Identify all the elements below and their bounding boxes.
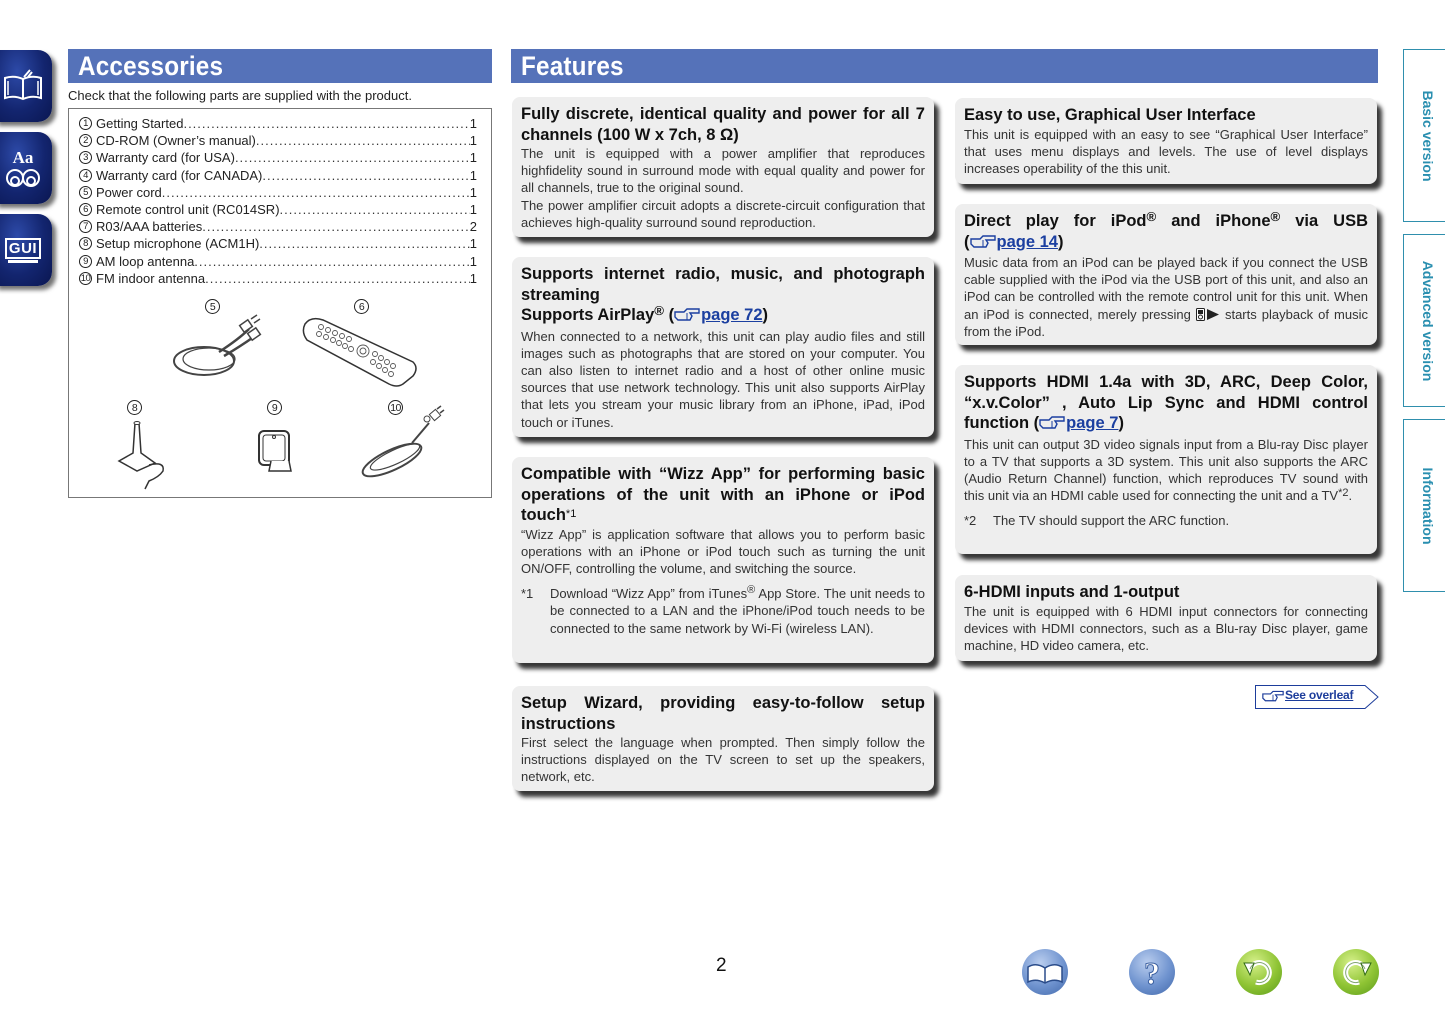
feature-body: Music data from an iPod can be played back if you connect the USB cable supplied with the iPod via the USB port of this unit, and also an iPod can be controlled with the remote control unit for this unit. When an iPod is connected, merely pressing starts playback of music from the iPod. xyxy=(964,255,1368,339)
binoculars-icon xyxy=(5,166,41,188)
feature-title: Setup Wizard, providing easy-to-follow setup instructions xyxy=(521,694,925,733)
paren-open: ( xyxy=(668,306,675,324)
features-title: Features xyxy=(511,49,1378,83)
feature-card-setup-wizard xyxy=(512,686,934,791)
help-button[interactable] xyxy=(1129,949,1175,995)
footnote-text: Download “Wizz App” from iTunes® App Store. The unit needs to be connected to a LAN and the iPhone/iPod touch needs to be connected to the same network by Wi-Fi (wireless LAN). xyxy=(550,584,926,636)
feature-body: This unit is equipped with an easy to see “Graphical User Interface” that uses menu displays and levels. The use of level displays increases operability of the this unit. xyxy=(964,126,1368,176)
accessory-item xyxy=(79,184,477,201)
feature-card-streaming xyxy=(512,257,934,437)
see-overleaf-button[interactable] xyxy=(1255,685,1379,709)
tab-information[interactable] xyxy=(1403,419,1445,592)
dot-leader xyxy=(202,218,470,235)
dot-leader xyxy=(259,235,469,252)
item-name: FM indoor antenna xyxy=(96,270,206,286)
item-number: 6 xyxy=(79,203,92,216)
fm-indoor-antenna-illustration xyxy=(357,405,447,480)
item-quantity: 2 xyxy=(469,219,477,235)
registered-mark: ® xyxy=(654,303,664,318)
footnote-ref: *1 xyxy=(565,508,577,520)
feature-body: The unit is equipped with a power amplifier that reproduces highfidelity sound in surround mode with equal quality and power for all channels, true to the original sound. xyxy=(521,146,925,196)
pointing-hand-icon xyxy=(1262,690,1284,708)
ipod-play-icon xyxy=(1196,308,1220,321)
feature-link-line: ( page 14) xyxy=(964,232,1368,255)
accessories-list xyxy=(79,115,477,287)
accessory-item xyxy=(79,270,477,287)
feature-title xyxy=(521,464,925,526)
feature-card-wizz-app xyxy=(512,457,934,663)
item-quantity: 1 xyxy=(469,253,477,269)
page-7-link[interactable]: page 7 xyxy=(1066,414,1119,432)
am-loop-antenna-illustration xyxy=(255,427,300,475)
feature-body: This unit can output 3D video signals input from a Blu-ray Disc player to a TV that supports a 3D system. This unit also supports the ARC (Audio Return Channel) function, which reproduces TV sound with this unit via an HDMI cable used for connecting the unit and a TV$^{*2}$. xyxy=(964,436,1368,504)
feature-body: “Wizz App” is application software that allows you to perform basic operations with an iPhone or iPod touch such as turning the unit ON/OFF, controlling the volume, and switching the source. xyxy=(521,526,925,576)
registered-mark: ® xyxy=(1270,209,1281,224)
registered-mark: ® xyxy=(1146,209,1157,224)
dot-leader xyxy=(256,132,470,149)
manual-tab-button[interactable] xyxy=(0,50,52,122)
feature-card-discrete-power xyxy=(512,97,934,237)
feature-title: 6-HDMI inputs and 1-output xyxy=(964,583,1180,601)
item-name: Warranty card (for CANADA) xyxy=(96,167,263,183)
tab-basic-version[interactable] xyxy=(1403,49,1445,222)
accessories-box xyxy=(68,108,492,498)
page-number: 2 xyxy=(716,955,727,976)
accessory-item xyxy=(79,132,477,149)
item-name: AM loop antenna xyxy=(96,253,195,269)
feature-card-gui xyxy=(955,98,1377,184)
pointing-hand-icon xyxy=(674,307,700,328)
gui-monitor-base xyxy=(8,260,38,263)
feature-title: Fully discrete, identical quality and power for all 7 channels (100 W x 7ch, 8 Ω) xyxy=(521,105,925,144)
dot-leader xyxy=(205,270,470,287)
svg-text:?: ? xyxy=(1144,955,1160,991)
feature-card-ipod-usb xyxy=(955,204,1377,345)
item-name: CD-ROM (Owner’s manual) xyxy=(96,133,256,149)
accessory-item xyxy=(79,149,477,166)
text-glossary-icon xyxy=(5,149,41,188)
book-icon xyxy=(1022,949,1068,995)
setup-microphone-illustration xyxy=(115,417,175,492)
item-name: Warranty card (for USA) xyxy=(96,150,235,166)
footnote-text: The TV should support the ARC function. xyxy=(993,513,1230,529)
accessory-item xyxy=(79,218,477,235)
back-icon xyxy=(1236,949,1282,995)
item-number: 2 xyxy=(79,134,92,147)
item-number: 1 xyxy=(79,117,92,130)
help-icon xyxy=(1129,949,1175,995)
contents-button[interactable] xyxy=(1022,949,1068,995)
tab-label: Advanced version xyxy=(1419,260,1436,381)
feature-title: Direct play for iPod® and iPhone® via USB xyxy=(964,209,1368,230)
airplay-label: Supports AirPlay xyxy=(521,306,655,324)
figure-label-5: 5 xyxy=(205,299,220,314)
pointing-hand-icon xyxy=(970,234,996,255)
feature-body: The unit is equipped with 6 HDMI input connectors for connecting devices with HDMI connectors, such as a Blu-ray Disc player, game machine, HD video camera, etc. xyxy=(964,603,1368,653)
accessory-item xyxy=(79,115,477,132)
tab-label: Basic version xyxy=(1419,89,1436,182)
power-cord-illustration xyxy=(169,314,269,384)
feature-card-hdmi-io xyxy=(955,575,1377,661)
item-number: 3 xyxy=(79,151,92,164)
item-name: Power cord xyxy=(96,184,162,200)
item-quantity: 1 xyxy=(469,133,477,149)
accessory-item xyxy=(79,235,477,252)
item-name: Getting Started xyxy=(96,116,184,131)
tab-advanced-version[interactable] xyxy=(1403,234,1445,407)
figure-label-9: 9 xyxy=(267,400,282,415)
item-number: 9 xyxy=(79,255,92,268)
forward-icon xyxy=(1333,949,1379,995)
item-number: 4 xyxy=(79,169,92,182)
accessory-item xyxy=(79,167,477,184)
glossary-tab-button[interactable] xyxy=(0,132,52,204)
dot-leader xyxy=(235,149,470,166)
pointing-hand-icon xyxy=(1039,415,1065,436)
page-72-link[interactable]: page 72 xyxy=(701,306,763,324)
forward-button[interactable] xyxy=(1333,949,1379,995)
paren-close: ) xyxy=(762,306,769,324)
feature-body: When connected to a network, this unit can play audio files and still images such as photographs that are stored on your computer. You can also listen to internet radio and a host of other online music sources that use network technology. This unit also supports AirPlay that lets you stream your music library from an iPhone, iPad, iPod touch or iTunes. xyxy=(521,328,925,430)
see-overleaf-label: See overleaf xyxy=(1285,688,1354,702)
item-quantity: 1 xyxy=(469,184,477,200)
dot-leader xyxy=(162,184,470,201)
item-name: Setup microphone (ACM1H) xyxy=(96,236,260,252)
item-quantity: 1 xyxy=(469,236,477,252)
feature-title: Supports internet radio, music, and photograph streaming xyxy=(521,265,925,304)
feature-title-text: Compatible with “Wizz App” for performing basic operations of the unit with an iPhone or iPod touch xyxy=(521,465,925,524)
registered-mark: ® xyxy=(747,584,756,597)
feature-body: First select the language when prompted. Then simply follow the instructions displayed on the TV screen to set up the speakers, network, etc. xyxy=(521,735,925,785)
item-name: R03/AAA batteries xyxy=(96,219,203,235)
accessory-item xyxy=(79,201,477,218)
page-14-link[interactable]: page 14 xyxy=(996,232,1058,251)
item-quantity: 1 xyxy=(469,150,477,166)
footnote-ref: *2 xyxy=(1338,487,1349,500)
footnote-mark: *1 xyxy=(521,586,534,602)
tab-label: Information xyxy=(1419,467,1436,544)
item-number: 10 xyxy=(80,272,91,284)
feature-card-hdmi-14a xyxy=(955,365,1377,554)
feature-title: Supports HDMI 1.4a with 3D, ARC, Deep Color, “x.v.Color” , Auto Lip Sync and HDMI control function ( page 7) xyxy=(964,372,1368,436)
item-name: Remote control unit (RC014SR) xyxy=(96,201,280,217)
dot-leader xyxy=(183,115,469,132)
item-number: 5 xyxy=(79,186,92,199)
feature-subtitle xyxy=(521,305,925,328)
accessories-title: Accessories xyxy=(68,49,492,83)
back-button[interactable] xyxy=(1236,949,1282,995)
figure-label-10: 10 xyxy=(388,400,403,415)
footnote-mark: *2 xyxy=(964,513,977,529)
item-number: 8 xyxy=(79,237,92,250)
figure-label-8: 8 xyxy=(127,400,142,415)
item-quantity: 1 xyxy=(469,270,477,286)
dot-leader xyxy=(194,253,469,270)
gui-tab-label: GUI xyxy=(5,238,41,259)
accessory-item xyxy=(79,253,477,270)
item-number: 7 xyxy=(79,220,92,233)
dot-leader xyxy=(280,201,470,218)
item-quantity: 1 xyxy=(469,167,477,183)
footnote xyxy=(964,512,1368,529)
item-quantity: 1 xyxy=(469,201,477,217)
figure-label-6: 6 xyxy=(354,299,369,314)
dot-leader xyxy=(262,167,469,184)
feature-body: The power amplifier circuit adopts a discrete-circuit configuration that achieves high-quality surround sound reproduction. xyxy=(521,197,925,230)
glossary-tab-label: Aa xyxy=(12,147,34,167)
accessories-intro: Check that the following parts are supplied with the product. xyxy=(68,88,412,103)
footnote xyxy=(521,585,925,637)
gui-tab-button[interactable] xyxy=(0,214,52,286)
remote-control-illustration xyxy=(301,314,421,394)
manual-book-icon xyxy=(2,68,44,104)
item-quantity: 1 xyxy=(469,116,477,131)
feature-title: Easy to use, Graphical User Interface xyxy=(964,106,1256,124)
gui-icon xyxy=(5,238,41,263)
